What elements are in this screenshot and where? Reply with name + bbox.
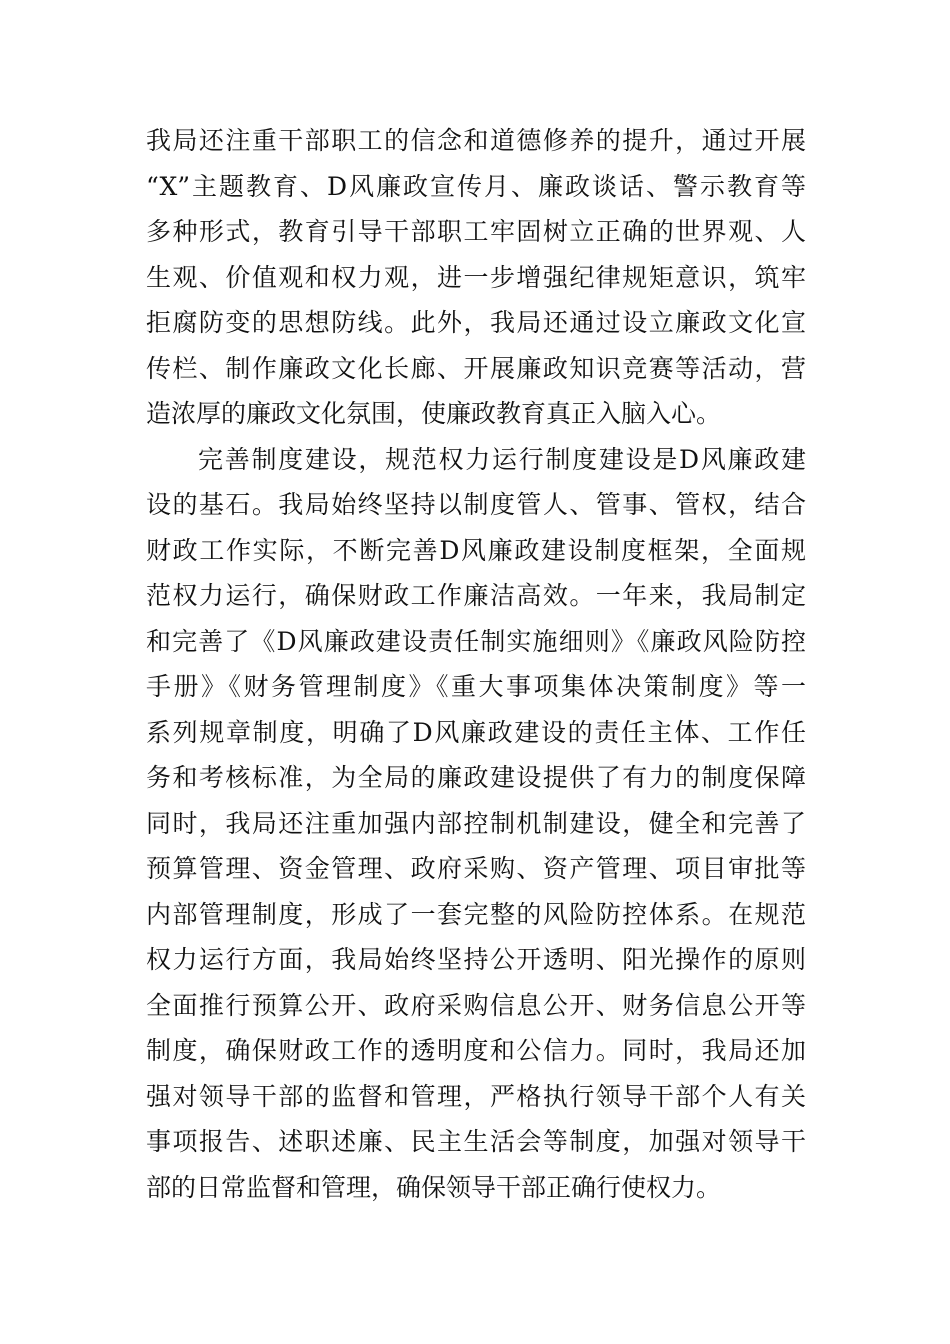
paragraph-line: 传栏、制作廉政文化长廊、开展廉政知识竞赛等活动，营 [146,353,806,383]
paragraph-line: 部的日常监督和管理，确保领导干部正确行使权力。 [146,1172,722,1202]
paragraph-line: 手册》《财务管理制度》《重大事项集体决策制度》等一 [146,672,806,701]
paragraph-line: 设的基石。我局始终坚持以制度管人、管事、管权，结合 [146,490,806,519]
paragraph-line: 生观、价值观和权力观，进一步增强纪律规矩意识，筑牢 [146,262,806,292]
paragraph-line: 事项报告、述职述廉、民主生活会等制度，加强对领导干 [146,1127,806,1156]
document-body [146,118,806,1210]
paragraph-line: 务和考核标准，为全局的廉政建设提供了有力的制度保障 [146,763,806,792]
paragraph-line: 财政工作实际，不断完善D风廉政建设制度框架，全面规 [146,535,806,565]
paragraph-line: 造浓厚的廉政文化氛围，使廉政教育真正入脑入心。 [146,399,722,428]
paragraph-1 [146,118,806,437]
paragraph-line: 我局还注重干部职工的信念和道德修养的提升，通过开展 [146,126,806,155]
paragraph-line: 制度，确保财政工作的透明度和公信力。同时，我局还加 [146,1036,806,1065]
paragraph-line: 内部管理制度，形成了一套完整的风险防控体系。在规范 [146,899,806,929]
paragraph-line: 同时，我局还注重加强内部控制机制建设，健全和完善了 [146,808,806,838]
paragraph-line: 多种形式，教育引导干部职工牢固树立正确的世界观、人 [146,217,806,246]
paragraph-line: 完善制度建设，规范权力运行制度建设是D风廉政建 [198,444,806,474]
paragraph-line: 拒腐防变的思想防线。此外，我局还通过设立廉政文化宣 [146,308,806,337]
paragraph-2 [146,437,806,1211]
paragraph-line: 权力运行方面，我局始终坚持公开透明、阳光操作的原则 [146,945,806,974]
paragraph-line: 全面推行预算公开、政府采购信息公开、财务信息公开等 [146,990,806,1020]
paragraph-line: 预算管理、资金管理、政府采购、资产管理、项目审批等 [146,854,806,883]
paragraph-line: “X”主题教育、D风廉政宣传月、廉政谈话、警示教育等 [146,171,806,201]
paragraph-line: 范权力运行，确保财政工作廉洁高效。一年来，我局制定 [146,581,806,610]
paragraph-line: 和完善了《D风廉政建设责任制实施细则》《廉政风险防控 [146,626,806,656]
paragraph-line: 强对领导干部的监督和管理，严格执行领导干部个人有关 [146,1081,806,1111]
paragraph-line: 系列规章制度，明确了D风廉政建设的责任主体、工作任 [146,717,806,747]
